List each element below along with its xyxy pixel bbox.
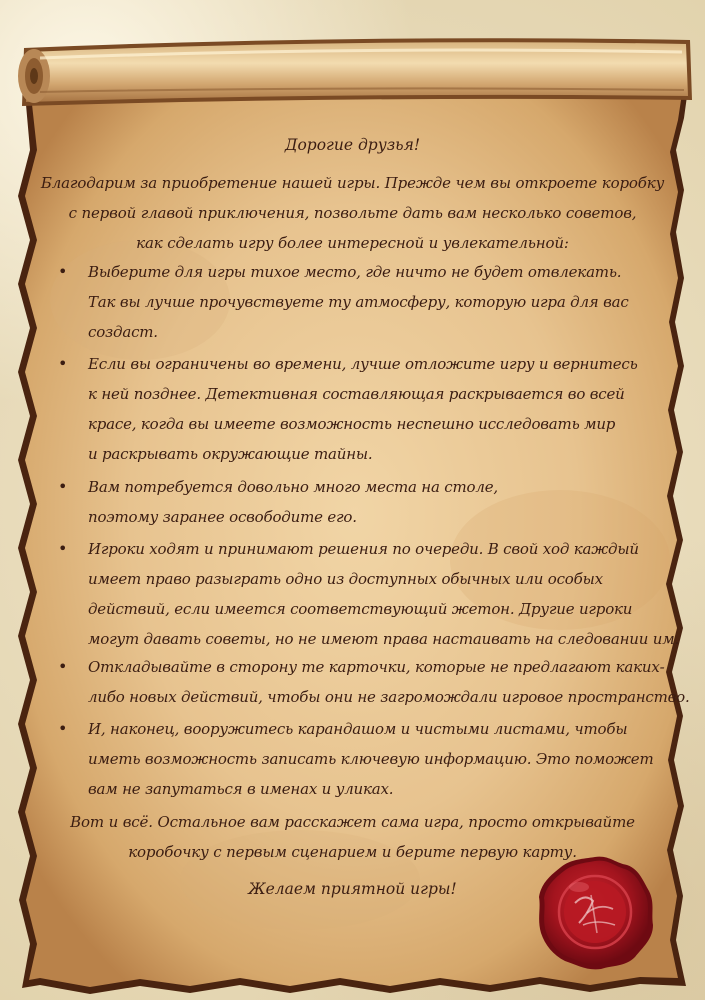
tip-line: Откладывайте в сторону те карточки, которые не предлагают каких- bbox=[88, 658, 665, 676]
tip-line: могут давать советы, но не имеют права настаивать на следовании им. bbox=[88, 630, 680, 648]
tip-line: Игроки ходят и принимают решения по очереди. В свой ход каждый bbox=[88, 540, 639, 558]
tip-line: к ней позднее. Детективная составляющая раскрывается во всей bbox=[88, 385, 625, 403]
tip-line: иметь возможность записать ключевую информацию. Это поможет bbox=[88, 750, 654, 768]
tip-text bbox=[88, 652, 690, 712]
tip-text bbox=[88, 472, 668, 532]
tip-line: вам не запутаться в именах и уликах. bbox=[88, 780, 394, 798]
bullet-icon: • bbox=[58, 477, 68, 496]
intro-line: с первой главой приключения, позвольте дать вам несколько советов, bbox=[68, 204, 637, 222]
tip-line: и раскрывать окружающие тайны. bbox=[88, 445, 373, 463]
letter-greeting: Дорогие друзья! bbox=[284, 136, 421, 154]
outro-line: коробочку с первым сценарием и берите первую карту. bbox=[128, 843, 577, 861]
intro-line: Благодарим за приобретение нашей игры. Прежде чем вы откроете коробку bbox=[40, 174, 665, 192]
bullet-icon: • bbox=[58, 262, 68, 281]
wax-seal-logo bbox=[535, 853, 655, 971]
letter-intro bbox=[40, 168, 665, 258]
tip-text bbox=[88, 714, 668, 804]
tip-line: Так вы лучше прочувствуете ту атмосферу, которую игра для вас bbox=[88, 293, 629, 311]
tip-line: И, наконец, вооружитесь карандашом и чистыми листами, чтобы bbox=[88, 720, 628, 738]
tip-line: имеет право разыграть одно из доступных обычных или особых bbox=[88, 570, 603, 588]
letter-closing: Желаем приятной игры! bbox=[248, 880, 457, 898]
tip-line: красе, когда вы имеете возможность неспешно исследовать мир bbox=[88, 415, 616, 433]
tip-text bbox=[88, 349, 668, 469]
tip-line: Вам потребуется довольно много места на столе, bbox=[88, 478, 498, 496]
bullet-icon: • bbox=[58, 539, 68, 558]
tip-text bbox=[88, 257, 668, 347]
tip-line: создаст. bbox=[88, 323, 158, 341]
tip-text bbox=[88, 534, 680, 654]
tip-line: Если вы ограничены во времени, лучше отложите игру и вернитесь bbox=[88, 355, 638, 373]
tip-line: Выберите для игры тихое место, где ничто не будет отвлекать. bbox=[88, 263, 622, 281]
tip-line: поэтому заранее освободите его. bbox=[88, 508, 357, 526]
bullet-icon: • bbox=[58, 354, 68, 373]
outro-line: Вот и всё. Остальное вам расскажет сама игра, просто открывайте bbox=[70, 813, 635, 831]
intro-line: как сделать игру более интересной и увлекательной: bbox=[136, 234, 569, 252]
tip-line: действий, если имеется соответствующий жетон. Другие игроки bbox=[88, 600, 633, 618]
tip-line: либо новых действий, чтобы они не загромождали игровое пространство. bbox=[88, 688, 690, 706]
bullet-icon: • bbox=[58, 657, 68, 676]
bullet-icon: • bbox=[58, 719, 68, 738]
